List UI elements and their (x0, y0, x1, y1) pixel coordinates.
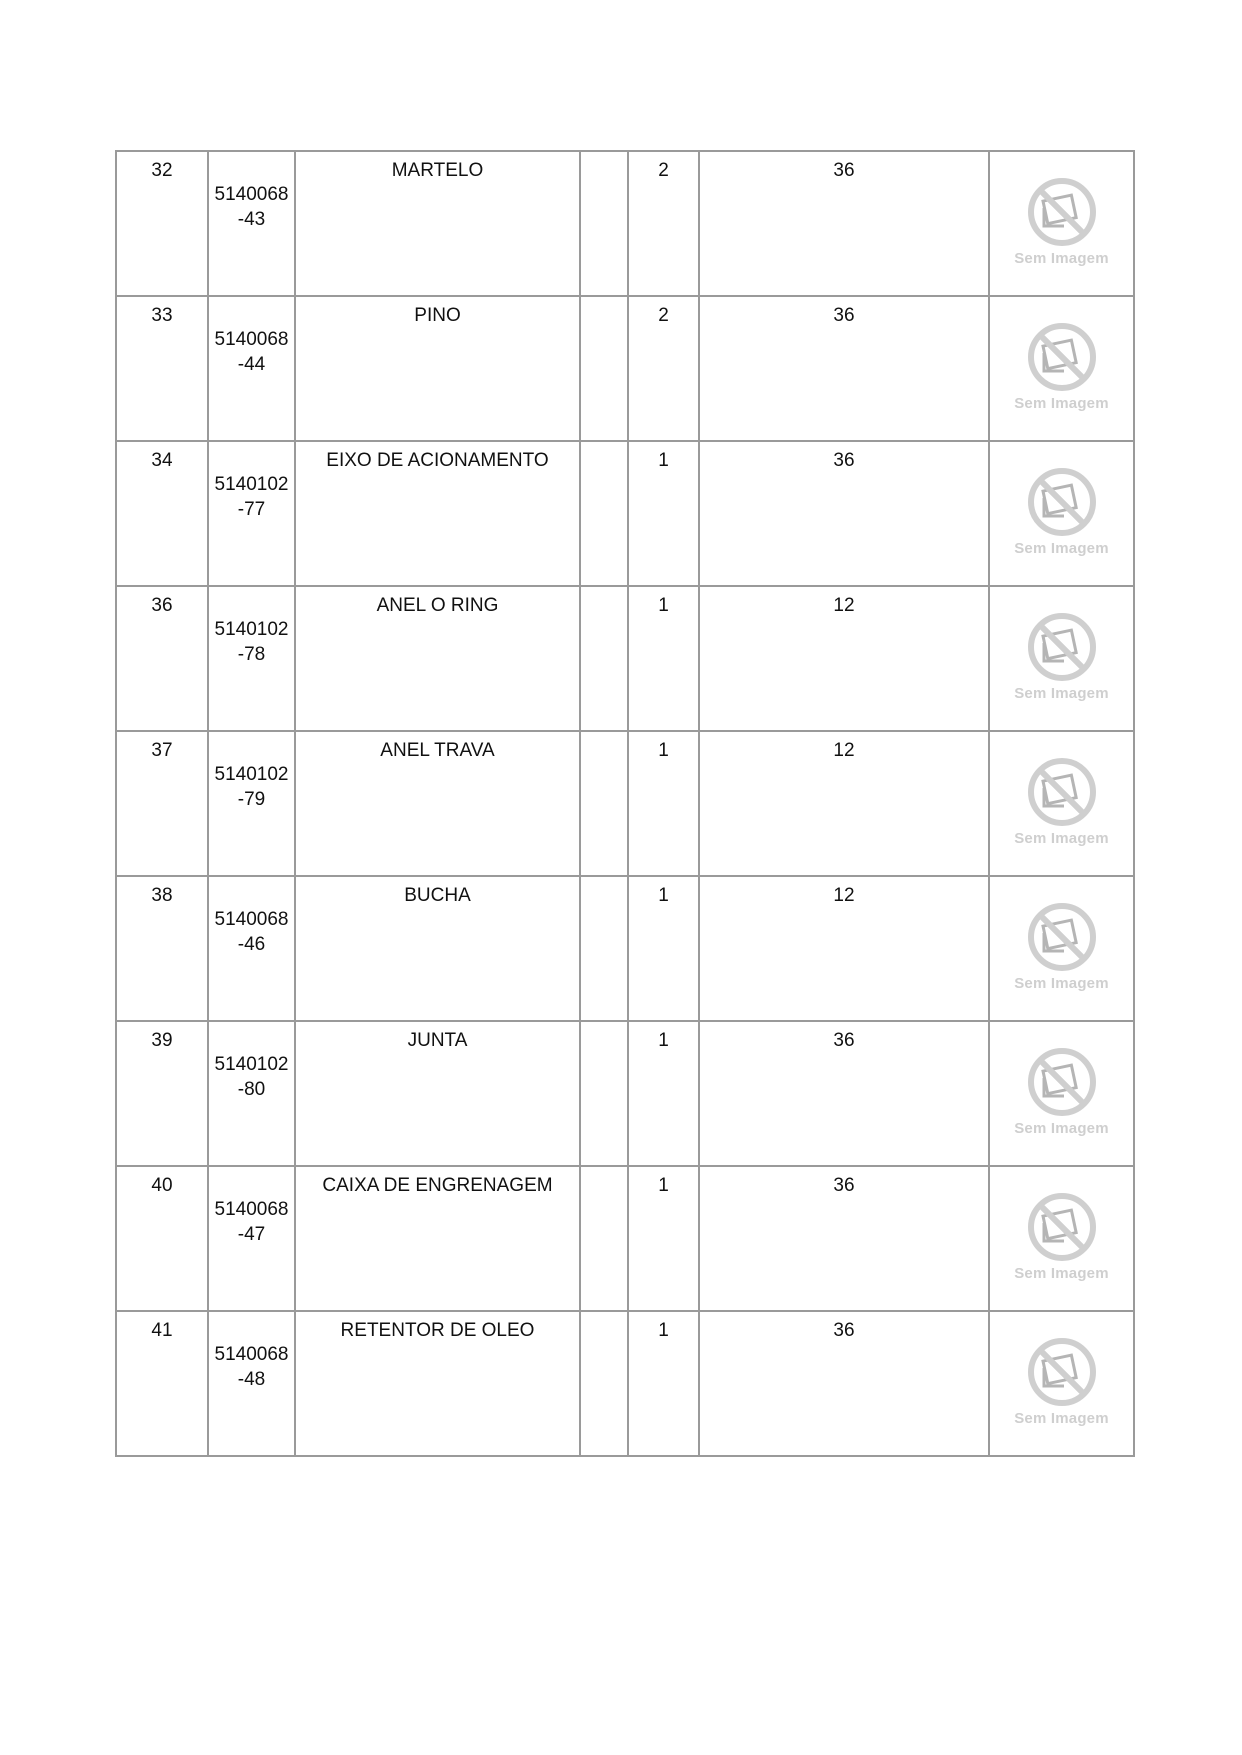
blank-cell (580, 296, 628, 441)
table-row (116, 1166, 1134, 1311)
blank-value (581, 442, 627, 448)
quantity: 1 (658, 595, 669, 616)
part-code (209, 152, 294, 232)
no-image-placeholder (1012, 1336, 1112, 1431)
no-image-placeholder (1012, 901, 1112, 996)
no-image-label: Sem Imagem (1014, 1120, 1109, 1137)
item-number: 39 (151, 1030, 173, 1051)
item-number: 36 (151, 595, 173, 616)
part-code-cell (208, 296, 295, 441)
no-image-label: Sem Imagem (1014, 395, 1109, 412)
part-code-cell (208, 876, 295, 1021)
item-number-cell (116, 1021, 208, 1166)
quantity: 1 (658, 450, 669, 471)
no-image-icon (1026, 321, 1098, 393)
image-cell (989, 586, 1134, 731)
no-image-icon (1026, 756, 1098, 828)
no-image-icon (1026, 1191, 1098, 1263)
no-image-placeholder (1012, 1191, 1112, 1286)
table-row (116, 1021, 1134, 1166)
part-code-line1: 5140102 (214, 474, 289, 495)
value: 36 (833, 160, 855, 181)
part-code-line1: 5140068 (214, 1199, 289, 1220)
blank-cell (580, 151, 628, 296)
quantity-cell (628, 586, 699, 731)
item-number-cell (116, 296, 208, 441)
image-cell (989, 876, 1134, 1021)
quantity: 1 (658, 1320, 669, 1341)
no-image-placeholder (1012, 466, 1112, 561)
table-row (116, 1311, 1134, 1456)
part-code-line2: -79 (237, 789, 266, 810)
no-image-placeholder (1012, 1046, 1112, 1141)
part-code (209, 732, 294, 812)
item-number: 34 (151, 450, 173, 471)
description-cell (295, 441, 580, 586)
part-code (209, 587, 294, 667)
description-cell (295, 151, 580, 296)
no-image-icon (1026, 466, 1098, 538)
part-description: BUCHA (404, 885, 471, 906)
part-code-cell (208, 1311, 295, 1456)
no-image-label: Sem Imagem (1014, 1265, 1109, 1282)
image-cell (989, 151, 1134, 296)
item-number-cell (116, 586, 208, 731)
value-cell (699, 1021, 989, 1166)
description-cell (295, 876, 580, 1021)
quantity: 1 (658, 885, 669, 906)
part-code-line1: 5140102 (214, 1054, 289, 1075)
value: 36 (833, 1030, 855, 1051)
value: 12 (833, 595, 855, 616)
item-number: 33 (151, 305, 173, 326)
item-number: 37 (151, 740, 173, 761)
part-description: JUNTA (407, 1030, 468, 1051)
blank-value (581, 1167, 627, 1173)
quantity-cell (628, 876, 699, 1021)
value-cell (699, 1166, 989, 1311)
table-row (116, 441, 1134, 586)
quantity: 1 (658, 1175, 669, 1196)
blank-value (581, 877, 627, 883)
part-code-line2: -43 (237, 209, 266, 230)
blank-cell (580, 1166, 628, 1311)
table-row (116, 876, 1134, 1021)
part-code-cell (208, 441, 295, 586)
item-number: 41 (151, 1320, 173, 1341)
image-cell (989, 1021, 1134, 1166)
blank-cell (580, 876, 628, 1021)
part-code-line2: -77 (237, 499, 266, 520)
no-image-label: Sem Imagem (1014, 540, 1109, 557)
blank-value (581, 152, 627, 158)
part-code-line1: 5140068 (214, 909, 289, 930)
no-image-placeholder (1012, 321, 1112, 416)
parts-table-body (116, 151, 1134, 1456)
no-image-placeholder (1012, 176, 1112, 271)
part-code-cell (208, 1021, 295, 1166)
part-description: CAIXA DE ENGRENAGEM (322, 1175, 553, 1196)
no-image-placeholder (1012, 611, 1112, 706)
part-code-line1: 5140102 (214, 764, 289, 785)
table-row (116, 296, 1134, 441)
value: 12 (833, 885, 855, 906)
quantity: 1 (658, 740, 669, 761)
description-cell (295, 1021, 580, 1166)
part-code-cell (208, 151, 295, 296)
quantity-cell (628, 441, 699, 586)
description-cell (295, 731, 580, 876)
item-number-cell (116, 731, 208, 876)
blank-value (581, 297, 627, 303)
part-code-line1: 5140068 (214, 184, 289, 205)
part-description: MARTELO (391, 160, 484, 181)
part-description: PINO (414, 305, 461, 326)
value: 12 (833, 740, 855, 761)
quantity-cell (628, 296, 699, 441)
table-row (116, 151, 1134, 296)
description-cell (295, 296, 580, 441)
value: 36 (833, 305, 855, 326)
blank-value (581, 732, 627, 738)
quantity: 2 (658, 305, 669, 326)
parts-table (115, 150, 1135, 1457)
item-number: 38 (151, 885, 173, 906)
part-code (209, 877, 294, 957)
value-cell (699, 151, 989, 296)
blank-value (581, 587, 627, 593)
image-cell (989, 441, 1134, 586)
value-cell (699, 1311, 989, 1456)
value: 36 (833, 1175, 855, 1196)
image-cell (989, 1311, 1134, 1456)
value-cell (699, 731, 989, 876)
blank-cell (580, 1021, 628, 1166)
blank-cell (580, 1311, 628, 1456)
image-cell (989, 731, 1134, 876)
item-number: 32 (151, 160, 173, 181)
no-image-icon (1026, 611, 1098, 683)
part-description: RETENTOR DE OLEO (340, 1320, 535, 1341)
part-code-line2: -44 (237, 354, 266, 375)
part-code-line1: 5140068 (214, 329, 289, 350)
table-row (116, 586, 1134, 731)
part-code (209, 1312, 294, 1392)
no-image-label: Sem Imagem (1014, 975, 1109, 992)
value-cell (699, 441, 989, 586)
no-image-icon (1026, 1046, 1098, 1118)
no-image-label: Sem Imagem (1014, 1410, 1109, 1427)
blank-cell (580, 731, 628, 876)
description-cell (295, 586, 580, 731)
quantity-cell (628, 1166, 699, 1311)
part-code (209, 1022, 294, 1102)
quantity: 1 (658, 1030, 669, 1051)
value-cell (699, 586, 989, 731)
part-code (209, 442, 294, 522)
part-code-line2: -46 (237, 934, 266, 955)
image-cell (989, 296, 1134, 441)
item-number-cell (116, 441, 208, 586)
no-image-label: Sem Imagem (1014, 830, 1109, 847)
part-code (209, 297, 294, 377)
value: 36 (833, 450, 855, 471)
value: 36 (833, 1320, 855, 1341)
description-cell (295, 1311, 580, 1456)
quantity: 2 (658, 160, 669, 181)
item-number-cell (116, 876, 208, 1021)
item-number-cell (116, 1311, 208, 1456)
description-cell (295, 1166, 580, 1311)
value-cell (699, 876, 989, 1021)
item-number: 40 (151, 1175, 173, 1196)
part-code-line2: -47 (237, 1224, 266, 1245)
part-code-cell (208, 731, 295, 876)
quantity-cell (628, 151, 699, 296)
no-image-icon (1026, 176, 1098, 248)
blank-cell (580, 441, 628, 586)
part-code-cell (208, 586, 295, 731)
value-cell (699, 296, 989, 441)
part-code-cell (208, 1166, 295, 1311)
blank-cell (580, 586, 628, 731)
image-cell (989, 1166, 1134, 1311)
no-image-label: Sem Imagem (1014, 685, 1109, 702)
part-code-line2: -80 (237, 1079, 266, 1100)
no-image-icon (1026, 901, 1098, 973)
part-code-line2: -48 (237, 1369, 266, 1390)
item-number-cell (116, 151, 208, 296)
blank-value (581, 1022, 627, 1028)
quantity-cell (628, 1311, 699, 1456)
item-number-cell (116, 1166, 208, 1311)
quantity-cell (628, 731, 699, 876)
part-code-line1: 5140068 (214, 1344, 289, 1365)
part-code-line1: 5140102 (214, 619, 289, 640)
part-code (209, 1167, 294, 1247)
part-description: ANEL TRAVA (380, 740, 495, 761)
part-description: EIXO DE ACIONAMENTO (326, 450, 549, 471)
part-description: ANEL O RING (376, 595, 499, 616)
no-image-label: Sem Imagem (1014, 250, 1109, 267)
no-image-placeholder (1012, 756, 1112, 851)
part-code-line2: -78 (237, 644, 266, 665)
blank-value (581, 1312, 627, 1318)
table-row (116, 731, 1134, 876)
quantity-cell (628, 1021, 699, 1166)
no-image-icon (1026, 1336, 1098, 1408)
